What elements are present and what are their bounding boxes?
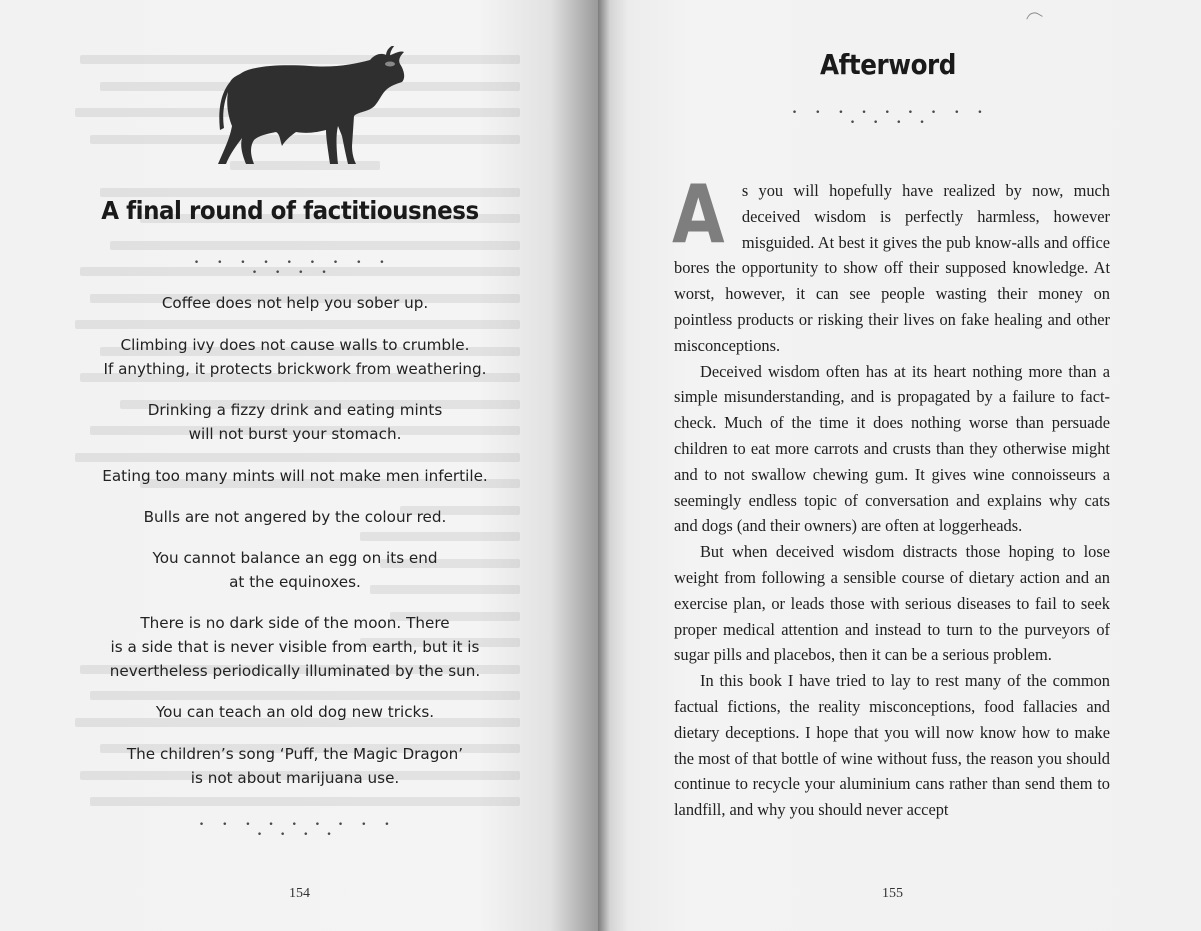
fact-item: The children’s song ‘Puff, the Magic Dragon’ is not about marijuana use. bbox=[126, 745, 464, 787]
chapter-title: Afterword bbox=[820, 48, 956, 81]
fact-item: You can teach an old dog new tricks. bbox=[155, 703, 435, 721]
drop-cap: A bbox=[672, 168, 725, 261]
paragraph: But when deceived wisdom distracts those hoping to lose weight from following a sensible course of dietary action and an exercise plan, or leads those with serious diseases to fail to seek proper medical attention and instead to turn to the purveyors of sugar pills and placebos, then it can be a serious problem. bbox=[674, 542, 1110, 665]
page-number: 155 bbox=[882, 886, 903, 901]
fact-item: There is no dark side of the moon. There is a side that is never visible from earth, but it is nevertheless periodically illuminated by the sun. bbox=[109, 614, 481, 680]
fact-item: Eating too many mints will not make men infertile. bbox=[102, 467, 488, 485]
ornament-dots: • • • • • • • • • • • • • bbox=[193, 258, 393, 278]
ornament-dots: • • • • • • • • • • • • • bbox=[198, 820, 398, 840]
paragraph: A s you will hopefully have realized by now, much deceived wisdom is perfectly harmless, however misguided. At best it gives the pub know-alls and office bores the opportunity to show off their supposed knowledge. At worst, however, it can see people wasting their money on pointless products or risking their lives on fake healing and other misconceptions. bbox=[672, 168, 1110, 355]
bull-illustration bbox=[210, 46, 410, 172]
page-number: 154 bbox=[289, 886, 310, 901]
fact-item: You cannot balance an egg on its end at the equinoxes. bbox=[152, 549, 438, 591]
paragraph: In this book I have tried to lay to rest many of the common factual fictions, the reality misconceptions, food fallacies and dietary deceptions. I hope that you will now know how to make the most of that bottle of wine without fuss, the reason you should continue to recycle your aluminium cans rather than send them to landfill, and why you should never accept bbox=[674, 671, 1110, 820]
body-text bbox=[672, 168, 1110, 823]
fact-item: Climbing ivy does not cause walls to crumble. If anything, it protects brickwork from weathering. bbox=[103, 336, 487, 378]
pen-mark bbox=[1026, 9, 1043, 25]
fact-item: Drinking a fizzy drink and eating mints will not burst your stomach. bbox=[147, 401, 443, 443]
fact-item: Coffee does not help you sober up. bbox=[161, 294, 429, 312]
chapter-title: A final round of factitiousness bbox=[101, 196, 479, 225]
paragraph: Deceived wisdom often has at its heart nothing more than a simple misunderstanding, and is propagated by a failure to fact-check. Much of the time it does nothing worse than persuade children to eat more carrots and crusts than they otherwise might and to not swallow chewing gum. It gives wine connoisseurs a seemingly endless topic of conversation and explains why cats and dogs (and their owners) are often at loggerheads. bbox=[674, 361, 1110, 536]
left-page bbox=[0, 0, 598, 931]
right-page bbox=[598, 0, 1201, 931]
ornament-dots: • • • • • • • • • • • • • bbox=[791, 108, 991, 128]
fact-item: Bulls are not angered by the colour red. bbox=[143, 508, 447, 526]
